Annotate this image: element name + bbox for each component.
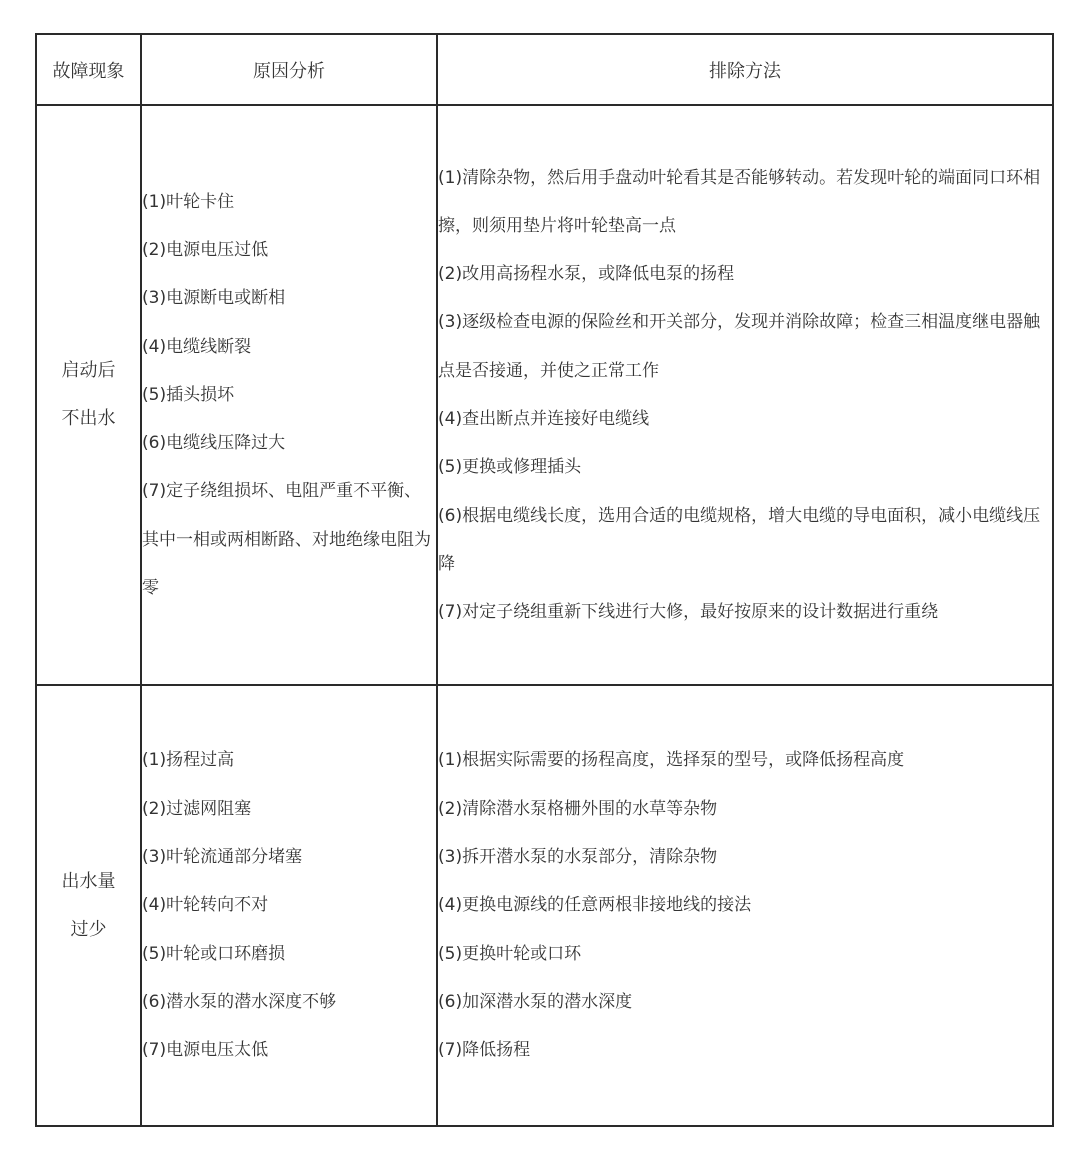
header-phenomenon: 故障现象 [36, 34, 141, 105]
cause-item: (5)插头损坏 [142, 384, 235, 405]
remedy-item: (2)改用高扬程水泵，或降低电泵的扬程 [438, 264, 735, 285]
remedy-item: (3)逐级检查电源的保险丝和开关部分，发现并消除故障；检查三相温度继电器触点是否接通，并使之正常工作 [438, 312, 1041, 381]
cause-cell [141, 685, 437, 1126]
cause-item: (5)叶轮或口环磨损 [142, 943, 286, 964]
remedy-item: (5)更换或修理插头 [438, 457, 582, 478]
phenomenon-line: 过少 [70, 918, 107, 940]
phenomenon-line: 不出水 [61, 408, 116, 429]
remedy-item: (6)根据电缆线长度，选用合适的电缆规格，增大电缆的导电面积，减小电缆线压降 [438, 505, 1041, 574]
remedy-item: (1)根据实际需要的扬程高度，选择泵的型号，或降低扬程高度 [438, 750, 905, 771]
cause-item: (4)叶轮转向不对 [142, 895, 269, 916]
header-row [36, 34, 1053, 105]
remedy-cell [437, 685, 1053, 1126]
cause-item: (6)潜水泵的潜水深度不够 [142, 991, 337, 1012]
cause-item: (6)电缆线压降过大 [142, 433, 286, 454]
phenomenon-line: 出水量 [61, 870, 116, 892]
remedy-cell [437, 105, 1053, 685]
table-row [36, 105, 1053, 685]
cause-item: (1)叶轮卡住 [142, 191, 235, 212]
remedy-item: (4)更换电源线的任意两根非接地线的接法 [438, 895, 752, 916]
phenomenon-cell [36, 685, 141, 1126]
cause-cell [141, 105, 437, 685]
cause-item: (3)叶轮流通部分堵塞 [142, 847, 303, 868]
remedy-item: (7)对定子绕组重新下线进行大修，最好按原来的设计数据进行重绕 [438, 602, 939, 623]
remedy-item: (1)清除杂物，然后用手盘动叶轮看其是否能够转动。若发现叶轮的端面同口环相擦，则须用垫片将叶轮垫高一点 [438, 167, 1041, 236]
header-cause: 原因分析 [141, 34, 437, 105]
cause-item: (7)电源电压太低 [142, 1040, 269, 1061]
header-remedy: 排除方法 [437, 34, 1053, 105]
phenomenon-cell [36, 105, 141, 685]
remedy-item: (4)查出断点并连接好电缆线 [438, 409, 650, 429]
remedy-item: (2)清除潜水泵格栅外围的水草等杂物 [438, 798, 718, 819]
remedy-item: (6)加深潜水泵的潜水深度 [438, 991, 633, 1012]
remedy-item: (5)更换叶轮或口环 [438, 943, 582, 964]
cause-item: (4)电缆线断裂 [142, 336, 252, 357]
cause-item: (2)电源电压过低 [142, 239, 269, 260]
cause-item: (7)定子绕组损坏、电阻严重不平衡、其中一相或两相断路、对地绝缘电阻为零 [142, 481, 431, 599]
cause-item: (2)过滤网阻塞 [142, 798, 252, 819]
remedy-item: (7)降低扬程 [438, 1040, 531, 1061]
cause-item: (1)扬程过高 [142, 750, 235, 771]
phenomenon-line: 启动后 [61, 360, 116, 381]
cause-item: (3)电源断电或断相 [142, 288, 286, 309]
table-row [36, 685, 1053, 1126]
fault-table [35, 33, 1054, 1127]
remedy-item: (3)拆开潜水泵的水泵部分，清除杂物 [438, 847, 718, 868]
